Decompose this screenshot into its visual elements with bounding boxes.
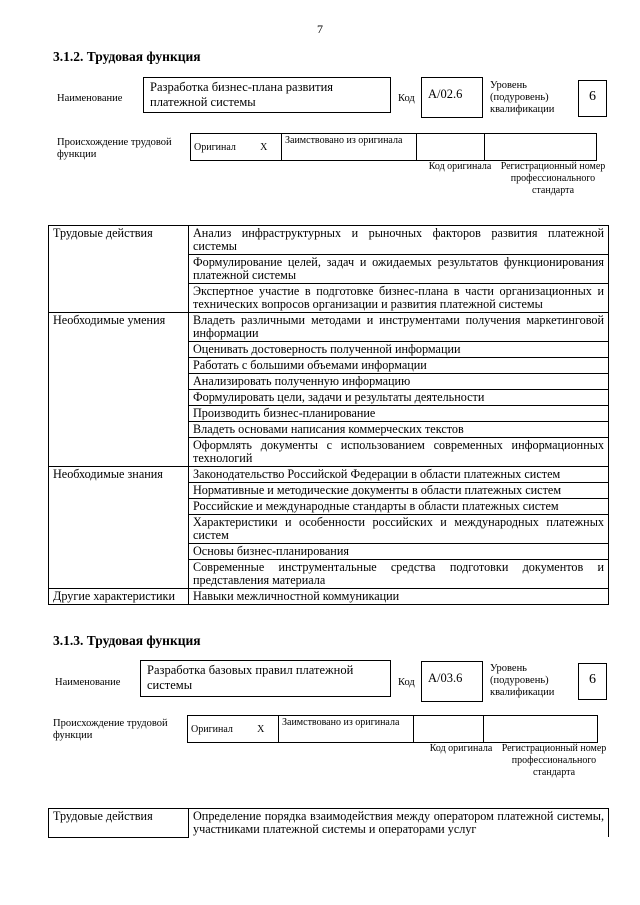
category-cell: Необходимые умения — [49, 313, 189, 467]
table-row: Основы бизнес-планирования — [189, 544, 609, 560]
table-row: Работать с большими объемами информации — [189, 358, 609, 374]
table-row: Формулирование целей, задач и ожидаемых результатов функционирования платежной системы — [189, 255, 609, 284]
original-label: Оригинал — [191, 134, 247, 161]
table-row: Нормативные и методические документы в области платежных систем — [189, 483, 609, 499]
origin-table — [187, 715, 598, 743]
origin-table — [190, 133, 597, 161]
table-row: Экспертное участие в подготовке бизнес-плана в части организационных и технических вопросов организации и развития платежной системы — [189, 284, 609, 313]
table-row: Оформлять документы с использованием современных информационных технологий — [189, 438, 609, 467]
level-value: 6 — [589, 89, 596, 104]
orig-code-caption: Код оригинала — [429, 743, 493, 754]
level-box — [578, 80, 607, 117]
level-box — [578, 663, 607, 700]
table-row: Российские и международные стандарты в области платежных систем — [189, 499, 609, 515]
category-cell: Другие характеристики — [49, 589, 189, 605]
borrowed-label: Заимствовано из оригинала — [282, 134, 417, 161]
section-heading: 3.1.2. Трудовая функция — [53, 49, 201, 64]
code-label: Код — [398, 677, 415, 688]
table-row: Владеть различными методами и инструментами получения маркетинговой информации — [189, 313, 609, 342]
reg-number-caption: Регистрационный номер профессионального стандарта — [500, 161, 606, 196]
table-row: Оценивать достоверность полученной информации — [189, 342, 609, 358]
function-code-box — [421, 77, 483, 118]
name-label: Наименование — [55, 677, 121, 688]
origin-label: Происхождение трудовой функции — [53, 718, 168, 741]
category-cell: Трудовые действия — [49, 809, 189, 838]
function-code-box — [421, 661, 483, 702]
table-row: Современные инструментальные средства подготовки документов и представления материала — [189, 560, 609, 589]
requirements-table — [48, 808, 609, 838]
table-row: Законодательство Российской Федерации в области платежных систем — [189, 467, 609, 483]
reg-number-cell — [485, 134, 597, 161]
category-cell: Необходимые знания — [49, 467, 189, 589]
function-name: Разработка бизнес-плана развития платежной системы — [150, 80, 334, 109]
original-code-cell — [417, 134, 485, 161]
original-mark: X — [244, 716, 279, 743]
code-label: Код — [398, 93, 415, 104]
table-row: Анализировать полученную информацию — [189, 374, 609, 390]
table-row: Формулировать цели, задачи и результаты деятельности — [189, 390, 609, 406]
orig-code-caption: Код оригинала — [428, 161, 492, 172]
requirements-table — [48, 225, 609, 605]
original-code-cell — [414, 716, 484, 743]
table-row: Характеристики и особенности российских и международных платежных систем — [189, 515, 609, 544]
section-heading: 3.1.3. Трудовая функция — [53, 633, 201, 648]
reg-number-caption: Регистрационный номер профессионального стандарта — [501, 743, 607, 778]
level-label: Уровень (подуровень) квалификации — [490, 80, 555, 115]
level-label: Уровень (подуровень) квалификации — [490, 663, 555, 698]
table-row: Владеть основами написания коммерческих текстов — [189, 422, 609, 438]
function-name: Разработка базовых правил платежной системы — [147, 663, 354, 692]
table-row: Навыки межличностной коммуникации — [189, 589, 609, 605]
function-code: A/03.6 — [428, 671, 463, 685]
origin-label: Происхождение трудовой функции — [57, 137, 172, 160]
table-row: Анализ инфраструктурных и рыночных факторов развития платежной системы — [189, 226, 609, 255]
function-name-box — [140, 660, 391, 697]
page-number: 7 — [317, 22, 323, 36]
function-name-box — [143, 77, 391, 113]
borrowed-label: Заимствовано из оригинала — [279, 716, 414, 743]
table-row: Производить бизнес-планирование — [189, 406, 609, 422]
name-label: Наименование — [57, 93, 123, 104]
category-cell: Трудовые действия — [49, 226, 189, 313]
table-row: Определение порядка взаимодействия между оператором платежной системы, участниками платежной системы и операторами услуг — [189, 809, 609, 838]
function-code: A/02.6 — [428, 87, 463, 101]
level-value: 6 — [589, 672, 596, 687]
reg-number-cell — [484, 716, 598, 743]
original-mark: X — [247, 134, 282, 161]
original-label: Оригинал — [188, 716, 244, 743]
